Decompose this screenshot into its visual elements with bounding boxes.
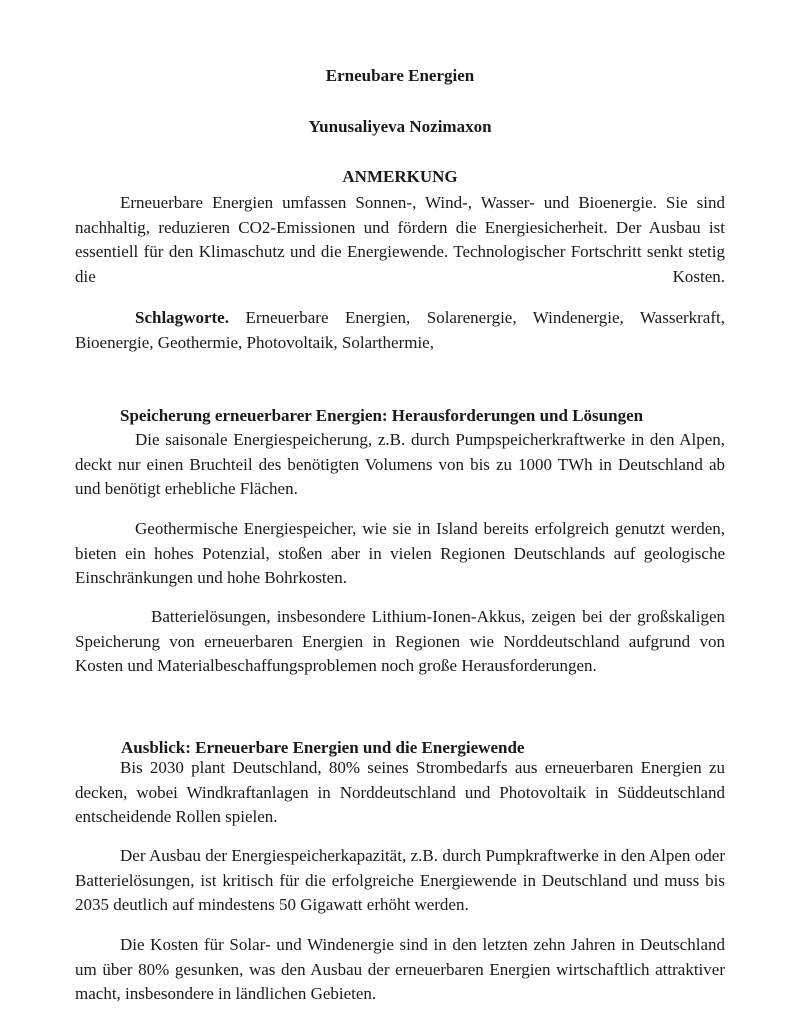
document-title: Erneubare Energien — [325, 66, 475, 85]
paragraph-storage-battery: Batterielösungen, insbesondere Lithium-Ionen-Akkus, zeigen bei der großskaligen Speicherung von erneuerbaren Energien in Regionen wie Norddeutschland aufgrund von Kosten und Materialbeschaffungsproblemen noch große Herausforderungen. — [75, 607, 725, 675]
paragraph-outlook-costs: Die Kosten für Solar- und Windenergie sind in den letzten zehn Jahren in Deutschland um über 80% gesunken, was den Ausbau der erneuerbaren Energien wirtschaftlich attraktiver macht, insbesondere in ländlichen Gebieten. — [75, 935, 725, 1003]
keywords — [75, 306, 725, 355]
keywords-label: Schlagworte. — [135, 308, 229, 327]
author-name: Yunusaliyeva Nozimaxon — [308, 117, 492, 136]
section-heading-storage: Speicherung erneuerbarer Energien: Herausforderungen und Lösungen — [120, 406, 644, 425]
keywords-text: Erneuerbare Energien, Solarenergie, Windenergie, Wasserkraft, Bioenergie, Geothermie, Photovoltaik, Solarthermie, — [75, 308, 725, 352]
abstract-text: Erneuerbare Energien umfassen Sonnen-, Wind-, Wasser- und Bioenergie. Sie sind nachhaltig, reduzieren CO2-Emissionen und fördern die Energiesicherheit. Der Ausbau ist essentiell für den Klimaschutz und die Energiewende. Technologischer Fortschritt senkt stetig die Kosten. — [75, 193, 725, 286]
abstract-heading: ANMERKUNG — [342, 167, 458, 186]
paragraph-storage-seasonal: Die saisonale Energiespeicherung, z.B. durch Pumpspeicherkraftwerke in den Alpen, deckt nur einen Bruchteil des benötigten Volumens von bis zu 1000 TWh in Deutschland ab und benötigt erhebliche Flächen. — [75, 430, 725, 498]
paragraph-outlook-capacity: Der Ausbau der Energiespeicherkapazität, z.B. durch Pumpkraftwerke in den Alpen oder Batterielösungen, ist kritisch für die erfolgreiche Energiewende in Deutschland und muss bis 2035 deutlich auf mindestens 50 Gigawatt erhöht werden. — [75, 846, 725, 914]
section-heading-outlook: Ausblick: Erneuerbare Energien und die Energiewende — [121, 738, 525, 757]
paragraph-outlook-2030: Bis 2030 plant Deutschland, 80% seines Strombedarfs aus erneuerbaren Energien zu decken, wobei Windkraftanlagen in Norddeutschland und Photovoltaik in Süddeutschland entscheidende Rollen spielen. — [75, 758, 725, 826]
paragraph-storage-geothermal: Geothermische Energiespeicher, wie sie in Island bereits erfolgreich genutzt werden, bieten ein hohes Potenzial, stoßen aber in vielen Regionen Deutschlands auf geologische Einschränkungen und hohe Bohrkosten. — [75, 519, 725, 587]
